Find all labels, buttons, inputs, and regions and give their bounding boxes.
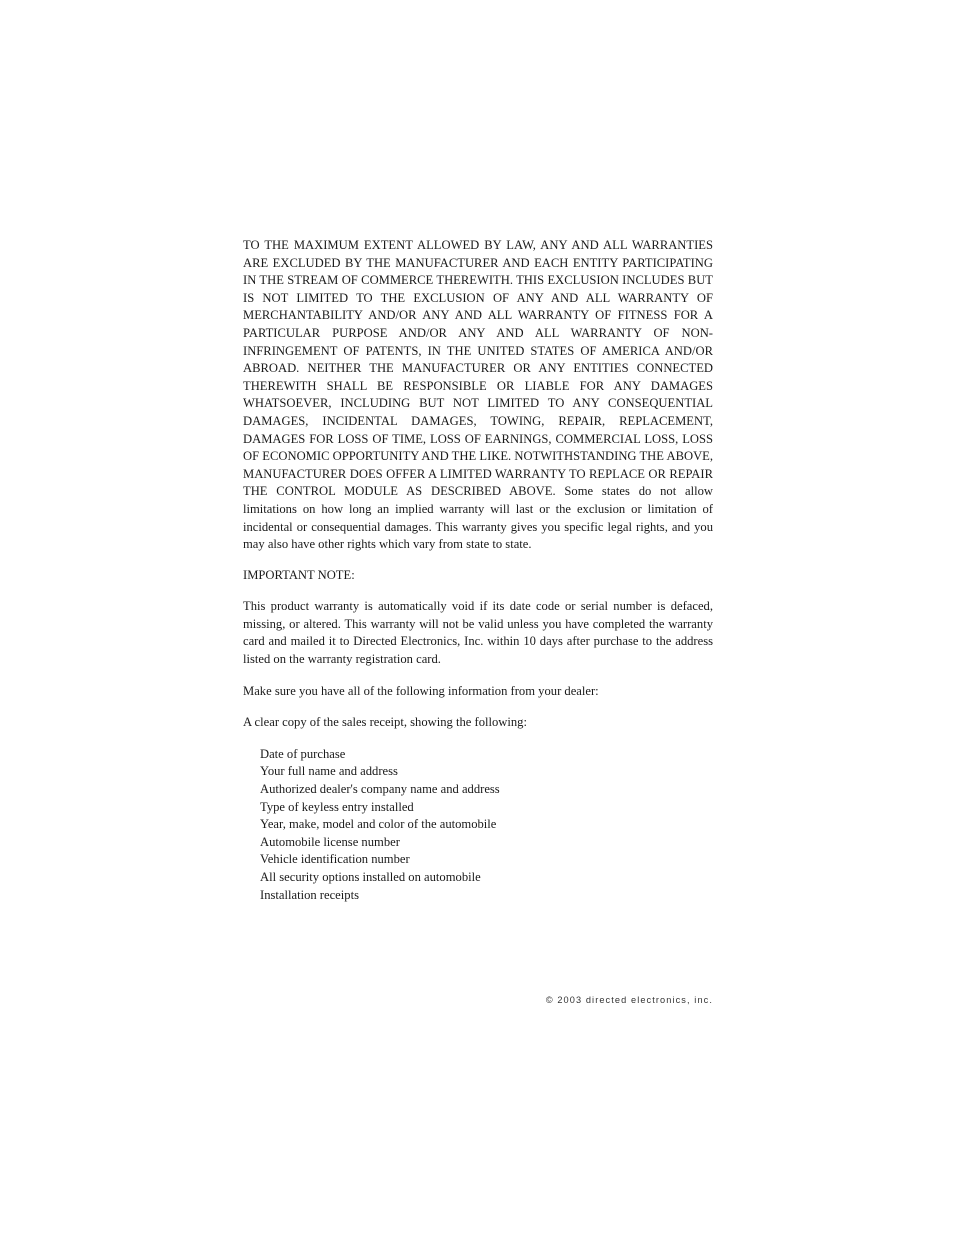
list-item: Your full name and address (260, 764, 398, 779)
receipt-items-list (243, 746, 713, 904)
warranty-disclaimer-paragraph: TO THE MAXIMUM EXTENT ALLOWED BY LAW, ANY AND ALL WARRANTIES ARE EXCLUDED BY THE MANUFACTURER AND EACH ENTITY PARTICIPATING IN THE STREAM OF COMMERCE THEREWITH. THIS EXCLUSION INCLUDES BUT IS NOT LIMITED TO THE EXCLUSION OF ANY AND ALL WARRANTY OF MERCHANTABILITY AND/OR ANY AND ALL WARRANTY OF FITNESS FOR A PARTICULAR PURPOSE AND/OR ANY AND ALL WARRANTY OF NON-INFRINGEMENT OF PATENTS, IN THE UNITED STATES OF AMERICA AND/OR ABROAD. NEITHER THE MANUFACTURER OR ANY ENTITIES CONNECTED THEREWITH SHALL BE RESPONSIBLE OR LIABLE FOR ANY DAMAGES WHATSOEVER, INCLUDING BUT NOT LIMITED TO ANY CONSEQUENTIAL DAMAGES, INCIDENTAL DAMAGES, TOWING, REPAIR, REPLACEMENT, DAMAGES FOR LOSS OF TIME, LOSS OF EARNINGS, COMMERCIAL LOSS, LOSS OF ECONOMIC OPPORTUNITY AND THE LIKE. NOTWITHSTANDING THE ABOVE, MANUFACTURER DOES OFFER A LIMITED WARRANTY TO REPLACE OR REPAIR THE CONTROL MODULE AS DESCRIBED ABOVE. Some states do not allow limitations on how long an implied warranty will last or the exclusion or limitation of incidental or consequential damages. This warranty gives you specific legal rights, and you may also have other rights which vary from state to state. (243, 238, 713, 552)
important-note-paragraph: This product warranty is automatically void if its date code or serial number is defaced, missing, or altered. This warranty will not be valid unless you have completed the warranty card and mailed it to Directed Electronics, Inc. within 10 days after purchase to the address listed on the warranty registration card. (243, 599, 713, 667)
sales-receipt-intro: A clear copy of the sales receipt, showing the following: (243, 715, 527, 730)
list-item: Year, make, model and color of the automobile (260, 817, 497, 832)
list-item: All security options installed on automobile (260, 870, 481, 884)
list-item: Vehicle identification number (260, 852, 410, 867)
dealer-info-intro: Make sure you have all of the following information from your dealer: (243, 683, 599, 698)
list-item: Authorized dealer's company name and address (260, 782, 500, 797)
list-item: Type of keyless entry installed (260, 799, 414, 814)
warranty-page (243, 237, 713, 904)
list-item: Automobile license number (260, 834, 400, 849)
list-item: Installation receipts (260, 887, 359, 902)
copyright-footer: © 2003 directed electronics, inc. (545, 995, 713, 1005)
important-note-heading: IMPORTANT NOTE: (243, 567, 355, 582)
list-item: Date of purchase (260, 746, 346, 761)
